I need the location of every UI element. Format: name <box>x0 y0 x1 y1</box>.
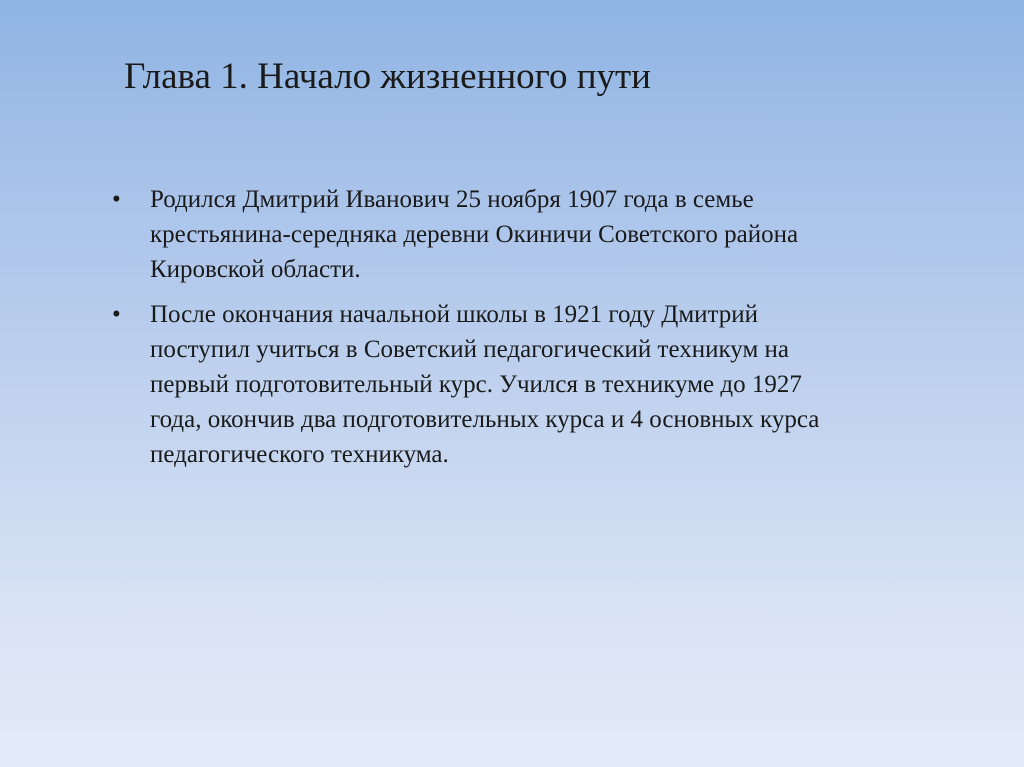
bullet-line: Кировской области. <box>150 256 361 283</box>
bullet-line: Родился Дмитрий Иванович 25 ноября 1907 года в семье <box>150 186 754 213</box>
bullet-list <box>112 182 912 482</box>
bullet-item <box>112 297 912 472</box>
slide-title: Глава 1. Начало жизненного пути <box>124 56 651 97</box>
bullet-line: первый подготовительный курс. Учился в техникуме до 1927 <box>150 371 802 398</box>
bullet-point-icon: • <box>112 186 121 213</box>
bullet-line: педагогического техникума. <box>150 441 449 468</box>
bullet-line: года, окончив два подготовительных курса и 4 основных курса <box>150 406 820 433</box>
bullet-line: поступил учиться в Советский педагогический техникум на <box>150 336 789 363</box>
bullet-item <box>112 182 912 287</box>
bullet-line: крестьянина-середняка деревни Окиничи Советского района <box>150 221 799 248</box>
bullet-line: После окончания начальной школы в 1921 году Дмитрий <box>150 301 759 328</box>
bullet-point-icon: • <box>112 301 121 328</box>
